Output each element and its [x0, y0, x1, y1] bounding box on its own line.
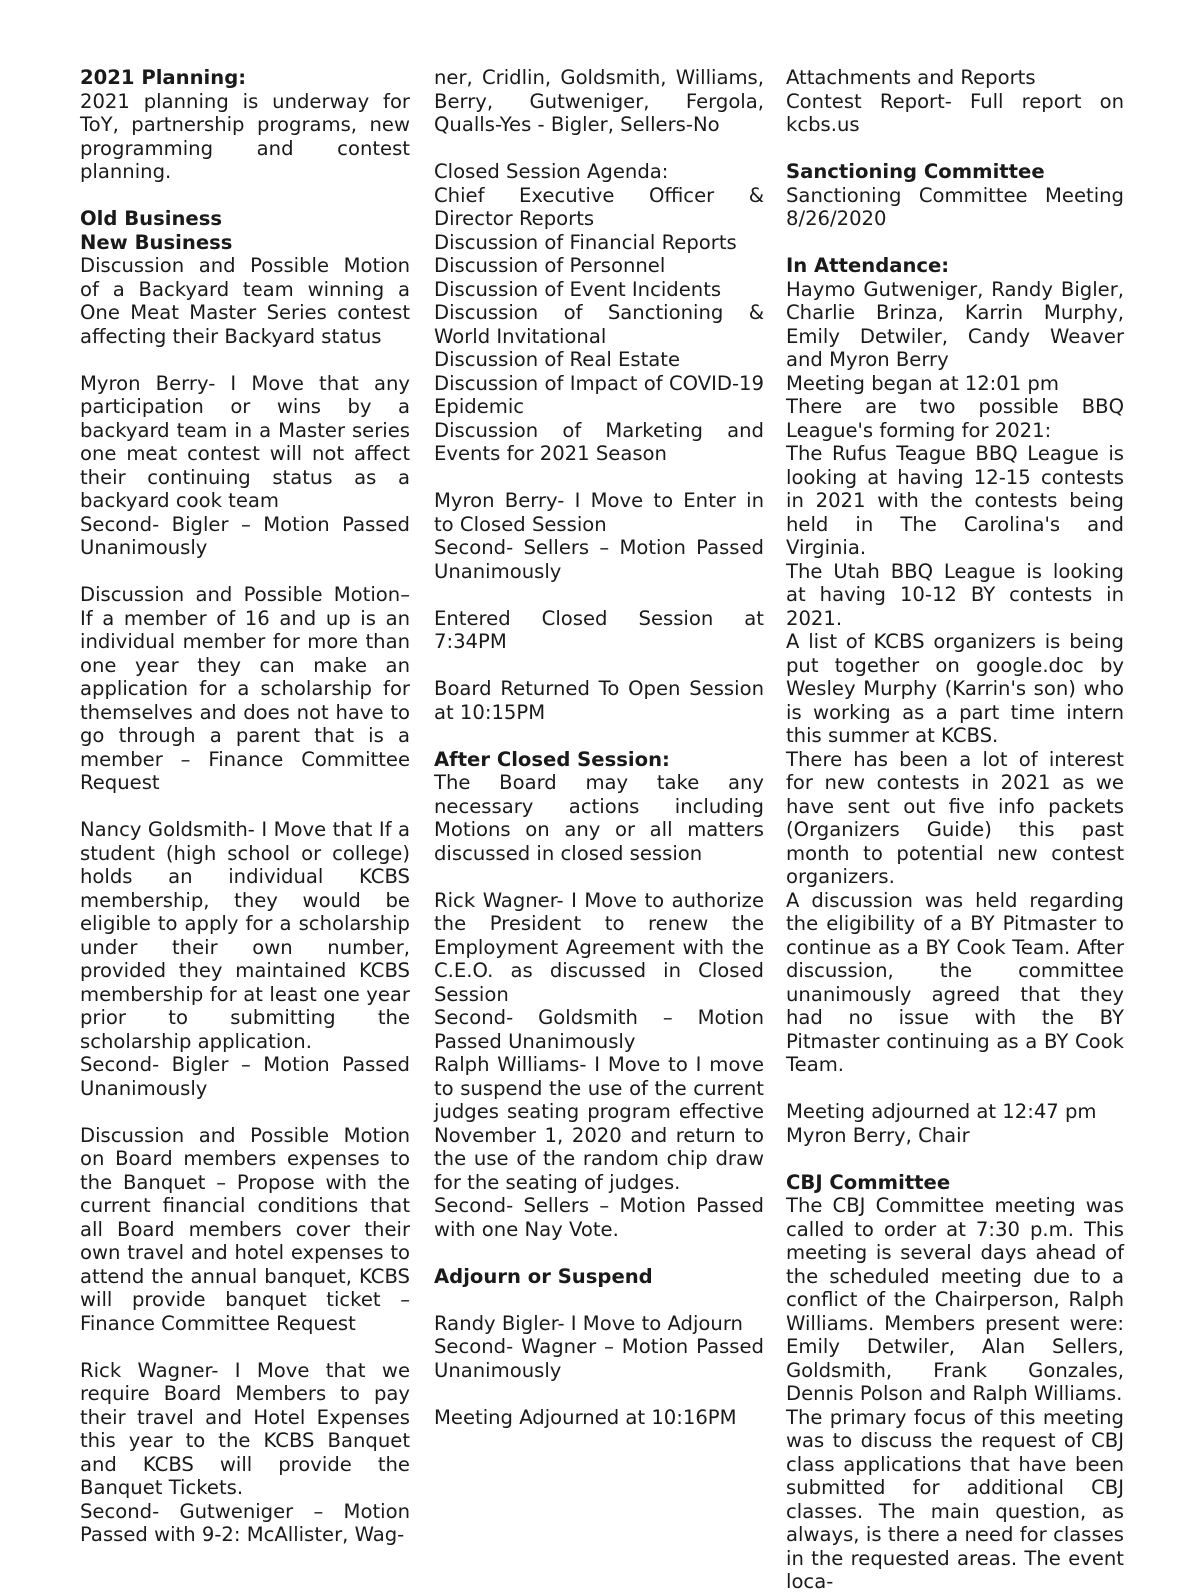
paragraph: Board Returned To Open Session at 10:15PM — [434, 677, 764, 724]
blank-line — [80, 348, 410, 372]
paragraph: Rick Wagner- I Move that we require Board Members to pay their travel and Hotel Expenses this year to the KCBS Banquet and KCBS will provide the Banquet Tickets. — [80, 1358, 410, 1499]
paragraph: Discussion and Possible Motion– If a member of 16 and up is an individual member for more than one year they can make an application for a scholarship for themselves and does not have to go through a parent that is a member – Finance Committee Request — [80, 583, 410, 794]
paragraph: Discussion and Possible Motion on Board members expenses to the Banquet – Propose with the current financial conditions that all Board members cover their own travel and hotel expenses to attend the annual banquet, KCBS will provide banquet ticket – Finance Committee Request — [80, 1123, 410, 1335]
paragraph: Entered Closed Session at 7:34PM — [434, 606, 764, 653]
section-heading: Sanctioning Committee — [786, 160, 1045, 183]
paragraph: The Utah BBQ League is looking at having 10-12 BY contests in 2021. — [786, 559, 1124, 630]
paragraph: Attachments and Reports — [786, 66, 1036, 89]
paragraph: Haymo Gutweniger, Randy Bigler, Charlie Brinza, Karrin Murphy, Emily Detwiler, Candy Weaver and Myron Berry — [786, 277, 1124, 371]
blank-line — [434, 865, 764, 889]
paragraph: The CBJ Committee meeting was called to order at 7:30 p.m. This meeting is several days ahead of the scheduled meeting due to a conflict of the Chairperson, Ralph Williams. Members present were: Emily Detwiler, Alan Sellers, Goldsmith, Frank Gonzales, Dennis Polson and Ralph Williams. — [786, 1194, 1124, 1405]
paragraph: Second- Sellers – Motion Passed Unanimously — [434, 536, 764, 583]
section-heading: After Closed Session: — [434, 747, 670, 771]
paragraph: ner, Cridlin, Goldsmith, Williams, Berry, Gutweniger, Fergola, Qualls-Yes - Bigler, Sellers-No — [434, 66, 764, 136]
paragraph: Randy Bigler- I Move to Adjourn — [434, 1311, 743, 1335]
paragraph: Chief Executive Officer & Director Reports — [434, 183, 764, 230]
blank-line — [434, 1382, 764, 1406]
paragraph: 2021 planning is underway for ToY, partnership programs, new programming and contest planning. — [80, 89, 410, 183]
paragraph: Discussion of Financial Reports — [434, 230, 737, 254]
blank-line — [434, 724, 764, 748]
paragraph: Myron Berry- I Move to Enter in to Closed Session — [434, 489, 764, 536]
blank-line — [80, 184, 410, 208]
paragraph: Contest Report- Full report on kcbs.us — [786, 89, 1124, 136]
paragraph: Discussion of Sanctioning & World Invitational — [434, 301, 764, 348]
paragraph: Discussion of Personnel — [434, 254, 666, 277]
paragraph: Rick Wagner- I Move to authorize the President to renew the Employment Agreement with the C.E.O. as discussed in Closed Session — [434, 888, 764, 1006]
paragraph: The Rufus Teague BBQ League is looking at having 12-15 contests in 2021 with the contests being held in The Carolina's and Virginia. — [786, 442, 1124, 559]
section-heading: Old Business — [80, 207, 223, 230]
paragraph: Meeting adjourned at 12:47 pm — [786, 1100, 1097, 1123]
blank-line — [786, 1147, 1124, 1171]
paragraph: Myron Berry- I Move that any participation or wins by a backyard team in a Master series one meat contest will not affect their continuing status as a backyard cook team — [80, 371, 410, 512]
blank-line — [786, 231, 1124, 255]
section-heading: 2021 Planning: — [80, 66, 247, 89]
paragraph: Myron Berry, Chair — [786, 1123, 970, 1147]
paragraph: Discussion of Impact of COVID-19 Epidemic — [434, 371, 764, 418]
section-heading: CBJ Committee — [786, 1170, 951, 1194]
paragraph: Sanctioning Committee Meeting 8/26/2020 — [786, 183, 1124, 230]
blank-line — [434, 1241, 764, 1265]
blank-line — [80, 1100, 410, 1124]
paragraph: Discussion of Event Incidents — [434, 277, 722, 301]
paragraph: Nancy Goldsmith- I Move that If a student (high school or college) holds an individual KCBS membership, they would be eligible to apply for a scholarship under their own number, provided they maintained KCBS membership for at least one year prior to submitting the scholarship application. — [80, 818, 410, 1053]
paragraph: Second- Sellers – Motion Passed with one Nay Vote. — [434, 1194, 764, 1241]
section-heading: In Attendance: — [786, 254, 950, 277]
blank-line — [434, 654, 764, 678]
paragraph: Meeting Adjourned at 10:16PM — [434, 1405, 737, 1429]
paragraph: The Board may take any necessary actions including Motions on any or all matters discussed in closed session — [434, 771, 764, 865]
paragraph: Second- Gutweniger – Motion Passed with 9-2: McAllister, Wag- — [80, 1499, 410, 1546]
paragraph: A discussion was held regarding the eligibility of a BY Pitmaster to continue as a BY Cook Team. After discussion, the committee unanimously agreed that they had no issue with the BY Pitmaster continuing as a BY Cook Team. — [786, 888, 1124, 1076]
blank-line — [786, 137, 1124, 161]
section-heading: Adjourn or Suspend — [434, 1264, 653, 1288]
blank-line — [434, 583, 764, 607]
paragraph: Second- Goldsmith – Motion Passed Unanimously — [434, 1006, 764, 1053]
text-column-left — [80, 66, 410, 1547]
paragraph: Ralph Williams- I Move to I move to suspend the use of the current judges seating program effective November 1, 2020 and return to the use of the random chip draw for the seating of judges. — [434, 1053, 764, 1194]
paragraph: Discussion of Marketing and Events for 2021 Season — [434, 418, 764, 465]
text-column-middle — [434, 66, 764, 1429]
blank-line — [434, 1288, 764, 1312]
paragraph: Second- Bigler – Motion Passed Unanimously — [80, 1053, 410, 1100]
paragraph: Discussion and Possible Motion of a Backyard team winning a One Meat Master Series contest affecting their Backyard status — [80, 254, 410, 348]
paragraph: There are two possible BBQ League's forming for 2021: — [786, 395, 1124, 442]
paragraph: Second- Bigler – Motion Passed Unanimously — [80, 512, 410, 559]
blank-line — [80, 795, 410, 819]
paragraph: A list of KCBS organizers is being put together on google.doc by Wesley Murphy (Karrin's son) who is working as a part time intern this summer at KCBS. — [786, 630, 1124, 747]
paragraph: The primary focus of this meeting was to discuss the request of CBJ class applications that have been submitted for additional CBJ classes. The main question, as always, is there a need for classes in the requested areas. The event loca- — [786, 1405, 1124, 1593]
blank-line — [786, 1077, 1124, 1101]
blank-line — [80, 1335, 410, 1359]
blank-line — [434, 466, 764, 490]
paragraph: There has been a lot of interest for new contests in 2021 as we have sent out five info packets (Organizers Guide) this past month to potential new contest organizers. — [786, 747, 1124, 888]
paragraph: Closed Session Agenda: — [434, 160, 669, 183]
paragraph: Meeting began at 12:01 pm — [786, 371, 1059, 395]
text-column-right — [786, 66, 1124, 1594]
paragraph: Second- Wagner – Motion Passed Unanimously — [434, 1335, 764, 1382]
blank-line — [434, 137, 764, 161]
paragraph: Discussion of Real Estate — [434, 348, 681, 371]
blank-line — [80, 560, 410, 584]
section-heading: New Business — [80, 230, 233, 254]
